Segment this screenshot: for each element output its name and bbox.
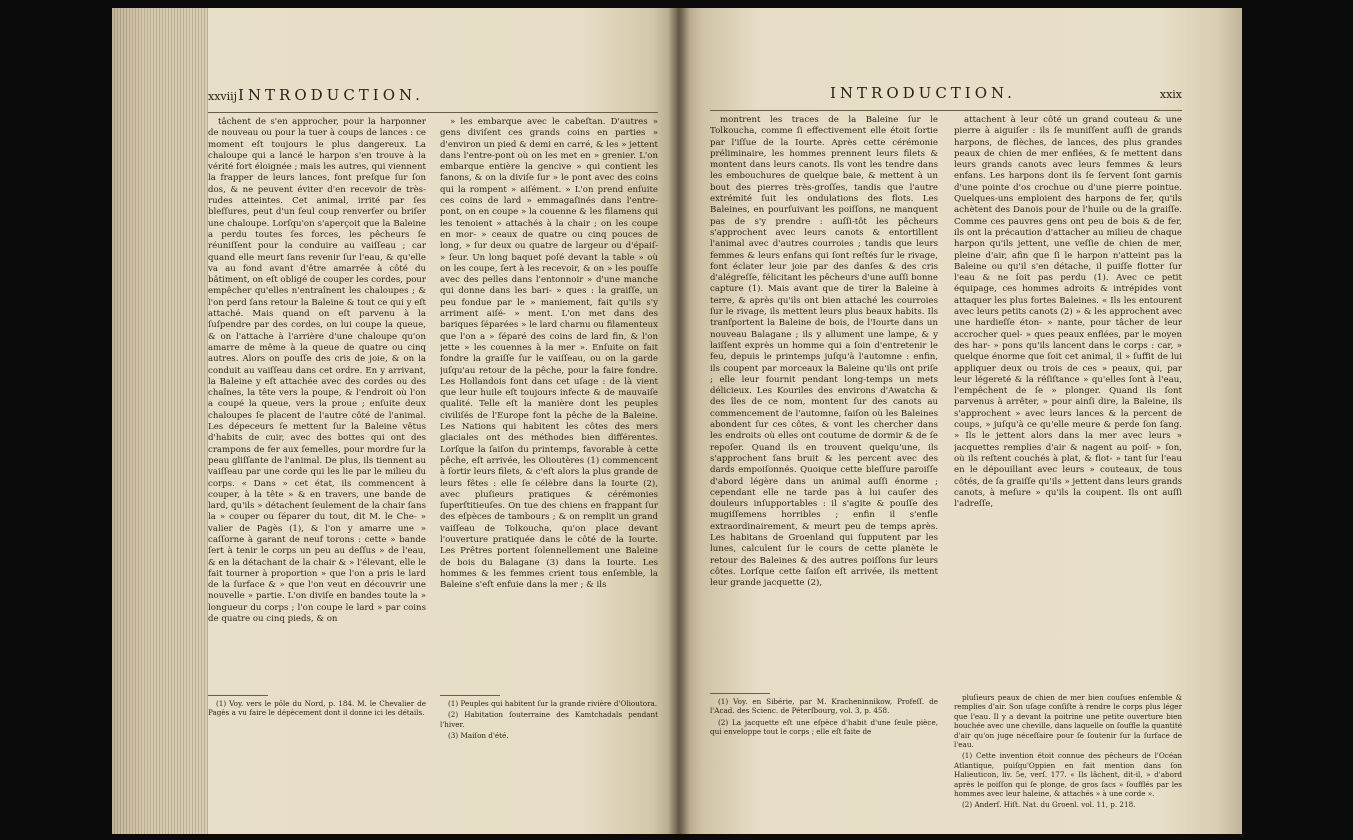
right-page <box>678 8 1242 834</box>
right-footnote: (1) Voy. en Sibérie, par M. Kracheninnikow, Profeſſ. de l'Acad. des Scienc. de Péterſbourg, vol. 3, p. 458. <box>710 697 938 716</box>
left-page-number: xxviij <box>208 90 238 103</box>
right-col1-text: montrent les traces de la Baleine ſur le Tolkoucha, comme ſi effectivement elle étoit ſortie par l'iſſue de la Iourte. Après cette cérémonie préliminaire, les hommes prennent leurs filets & montent dans leurs canots. Ils vont les tendre dans les embouchures de quelque baie, & mettent à un bout des pierres très-groſſes, tandis que l'autre extrémité ſuit les ondulations des flots. Les Baleines, en pourſuivant les poiſſons, ne manquent pas de s'y prendre : auſſi-tôt les pêcheurs s'approchent avec leurs canots & entortillent l'animal avec d'autres courroies ; tandis que leurs femmes & leurs enfans qui ſont reſtés ſur le rivage, font éclater leur joie par des danſes & des cris d'alégreſſe, félicitant les pêcheurs d'une auſſi bonne capture (1). Mais avant que de tirer la Baleine à terre, & après qu'ils ont bien attaché les courroies ſur le rivage, ils mettent leurs plus beaux habits. Ils tranſportent la Baleine de bois, de l'Iourte dans un nouveau Balagane ; ils y allument une lampe, & y laiſſent exprès un homme qui a ſoin d'entretenir le feu, depuis le printemps juſqu'à l'automne : enfin, ils coupent par morceaux la Baleine qu'ils ont priſe ; elle leur fournit pendant long-temps un mets délicieux. Les Kouriles des environs d'Awatcha & des îles de ce nom, montent ſur des canots au commencement de l'automne, ſaiſon où les Baleines abondent ſur ces côtes, & vont les chercher dans les endroits où elles ont coutume de dormir & de ſe repoſer. Quand ils en trouvent quelqu'une, ils s'approchent ſans bruit & les percent avec des dards empoiſonnés. Quoique cette bleſſure paroiſſe d'abord légère dans un animal auſſi énorme ; cependant elle ne tarde pas à lui cauſer des douleurs inſupportables : il s'agite & pouſſe des mugiſſemens horribles ; enfin il s'enfle extraordinairement, & meurt peu de temps après. Les habitans de Groenland qui ſupputent par les lunes, calculent ſur le cours de cette planète le retour des Baleines & des autres poiſſons ſur leurs côtes. Lorſque cette ſaiſon eſt arrivée, ils mettent leur grande jacquette (2), <box>710 115 938 589</box>
right-running-title: INTRODUCTION. <box>830 84 1016 102</box>
right-page-number: xxix <box>1159 88 1182 101</box>
left-footnote: (2) Habitation ſouterraine des Kamtchadals pendant l'hiver. <box>440 710 658 729</box>
right-footnote: (2) La jacquette eſt une eſpèce d'habit d'une ſeule pièce, qui enveloppe tout le corps ; elle eſt faite de <box>710 717 938 737</box>
right-footnote: (2) Anderſ. Hiſt. Nat. du Groenl. vol. 11, p. 218. <box>962 800 1136 810</box>
left-running-head <box>208 86 658 113</box>
right-column-2 <box>954 115 1182 685</box>
right-footnote: pluſieurs peaux de chien de mer bien couſues enſemble & remplies d'air. Son uſage conſiſte à rendre le corps plus léger que l'eau. Il y a devant la poitrine une petite ouverture bien bouchée avec une cheville, dans laquelle on ſouffle la quantité d'air qu'on juge néceſſaire pour ſe ſoutenir ſur la ſurface de l'eau. <box>954 693 1182 750</box>
left-col1-text: tâchent de s'en approcher, pour la harponner de nouveau ou pour la tuer à coups de lances : ce moment eſt toujours le plus dangereux. La chaloupe qui a lancé le harpon s'en trouve à la vérité fort éloignée ; mais les autres, qui viennent la frapper de leurs lances, font preſque ſur ſon dos, & ne peuvent éviter d'en recevoir de très-rudes atteintes. Cet animal, irrité par ſes bleſſures, peut d'un ſeul coup renverſer ou briſer une chaloupe. Lorſqu'on s'aperçoit que la Baleine a perdu toutes ſes forces, les pêcheurs ſe réuniſſent pour la conduire au vaiſſeau ; car quand elle meurt ſans revenir ſur l'eau, & qu'elle va au fond avant d'être amarrée à côté du bâtiment, on eſt obligé de couper les cordes, pour empêcher qu'elles n'entraînent les chaloupes ; & l'on perd ſans retour la Baleine & tout ce qui y eſt attaché. Mais quand on eſt parvenu à la ſuſpendre par des cordes, on lui coupe la queue, & on l'attache à l'arrière d'une chaloupe qu'on amarre de même à la queue de quatre ou cinq autres. Alors on pouſſe des cris de joie, & on la conduit au vaiſſeau dans cet ordre. En y arrivant, la Baleine y eſt attachée avec des cordes ou des chaînes, la tête vers la poupe, & l'endroit où l'on a coupé la queue, vers la proue ; enſuite deux chaloupes ſe placent de l'autre côté de l'animal. Les dépeceurs ſe mettent ſur la Baleine vêtus d'habits de cuir, avec des bottes qui ont des crampons de fer aux ſemelles, pour mordre ſur la peau gliſſante de l'animal. De plus, ils tiennent au vaiſſeau par une corde qui les lie par le milieu du corps. « Dans » cet état, ils commencent à couper, à la tête » & en travers, une bande de lard, qu'ils » détachent ſeulement de la chair ſans la » couper ou ſéparer du tout, dit M. le Che- » valier de Pagès (1), & l'on y amarre une » caſſorne à garant de neuf torons : cette » bande ſert à tenir le corps un peu au deſſus » de l'eau, & en la détachant de la chair & » l'élevant, elle le fait tourner à proportion » que l'on a pris le lard de la ſurface & » que l'on veut en découvrir une nouvelle » partie. L'on diviſe en bandes toute la » longueur du corps ; l'on coupe le lard » par coins de quatre ou cinq pieds, & on <box>208 117 426 625</box>
right-running-head <box>710 84 1182 111</box>
book-gutter <box>668 8 690 834</box>
right-col2-text: attachent à leur côté un grand couteau & une pierre à aiguiſer : ils ſe muniſſent auſſi de grands harpons, de flèches, de lances, des plus grandes peaux de chien de mer enflées, & ſe mettent dans leurs grands canots avec leurs femmes & leurs enfans. Les harpons dont ils ſe ſervent ſont garnis d'une pointe d'os crochue ou d'une pierre pointue. Quelques-uns emploient des harpons de fer, qu'ils achètent des Danois pour de l'huile ou de la graiſſe. Comme ces pauvres gens ont peu de bois & de fer, ils ont la précaution d'attacher au milieu de chaque harpon qu'ils jettent, une veſſie de chien de mer, pleine d'air, afin que ſi le harpon n'atteint pas la Baleine ou qu'il s'en détache, il puiſſe flotter ſur l'eau & ne ſoit pas perdu (1). Avec ce petit équipage, ces hommes adroits & intrépides vont attaquer les plus fortes Baleines. « Ils les entourent avec leurs petits canots (2) » & les approchent avec une hardieſſe éton- » nante, pour tâcher de leur accrocher quel- » ques peaux enflées, par le moyen des har- » pons qu'ils lancent dans le corps : car, » quelque énorme que ſoit cet animal, il » ſuffit de lui appliquer deux ou trois de ces » peaux, qui, par leur légereté & la réſiſtance » qu'elles ſont à l'eau, l'empêchent de ſe » plonger. Quand ils ſont parvenus à arrêter, » pour ainſi dire, la Baleine, ils s'approchent » avec leurs lances & la percent de coups, » juſqu'à ce qu'elle meure & perde ſon ſang. » Ils le jettent alors dans la mer avec leurs » jacquettes remplies d'air & nagent au poiſ- » ſon, où ils reſtent couchés à plat, & flot- » tant ſur l'eau en le dépouillant avec leurs » couteaux, de tous côtés, de ſa graiſſe qu'ils » jettent dans leurs grands canots, à meſure » qu'ils la coupent. Ils ont auſſi l'adreſſe, <box>954 115 1182 510</box>
book-spread <box>112 8 1242 834</box>
right-column-1 <box>710 115 938 685</box>
page-edges <box>112 8 208 834</box>
left-page <box>112 8 680 834</box>
left-footnote: (1) Voy. vers le pôle du Nord, p. 184. M. le Chevalier de Pagès a vu faire le dépècement dont il donne ici les détails. <box>208 699 426 718</box>
left-footnotes <box>208 695 658 743</box>
left-col2-text: » les embarque avec le cabeſtan. D'autres » gens diviſent ces grands coins en parties » d'environ un pied & demi en carré, & les » jettent dans l'entre-pont où on les met en » grenier. L'on embarque entière la gencive » qui contient les fanons, & on la diviſe ſur » le pont avec des coins qui la rompent » aiſément. » L'on prend enſuite ces coins de lard » emmagaſinés dans l'entre-pont, on en coupe » la couenne & les filamens qui les tenoient » attachés à la chair ; on les coupe en mor- » ceaux de quatre ou cinq pouces de long, » ſur deux ou quatre de largeur ou d'épaiſ- » ſeur. Un long baquet poſé devant la table » où on les coupe, ſert à les recevoir, & on » les pouſſe avec des pelles dans l'entonnoir » d'une manche qui donne dans les bari- » ques : la graiſſe, un peu fondue par le » maniement, fait qu'ils s'y arriment aiſé- » ment. L'on met dans des bariques ſéparées » le lard charnu ou filamenteux que l'on a » ſéparé des coins de lard fin, & l'on jette » les couennes à la mer ». Enſuite on fait fondre la graiſſe ſur le vaiſſeau, ou on la garde juſqu'au retour de la pêche, pour la faire fondre. Les Hollandois font dans cet uſage : de là vient que leur huile eſt toujours infecte & de mauvaiſe qualité. Telle eſt la manière dont les peuples civiliſés de l'Europe font la pêche de la Baleine. Les Nations qui habitent les côtes des mers glaciales ont des méthodes bien différentes. Lorſque la ſaiſon du printemps, favorable à cette pêche, eſt arrivée, les Olioutères (1) commencent à ſortir leurs filets, & c'eſt alors la plus grande de leurs fêtes : elle ſe célèbre dans la Iourte (2), avec pluſieurs pratiques & cérémonies ſuperſtitieuſes. On tue des chiens en frappant ſur des eſpèces de tambours ; & on remplit un grand vaiſſeau de Tolkoucha, qu'on place devant l'ouverture pratiquée dans le côté de la Iourte. Les Prêtres portent ſolennellement une Baleine de bois du Balagane (3) dans la Iourte. Les hommes & les femmes crient tous enſemble, la Baleine s'eſt enfuie dans la mer ; & ils <box>440 117 658 591</box>
left-running-title: INTRODUCTION. <box>238 86 424 104</box>
left-footnote: (1) Peuples qui habitent ſur la grande rivière d'Olioutora. <box>448 699 658 708</box>
left-footnote: (3) Maiſon d'été. <box>448 731 509 741</box>
right-footnote: (1) Cette invention étoit connue des pêcheurs de l'Océan Atlantique, puiſqu'Oppien en fait mention dans ſon Halieuticon, liv. 5e, verſ. 177. « Ils lâchent, dit-il, » d'abord après le poiſſon qui ſe plonge, de gros ſacs » ſoufflés par les hommes avec leur haleine, & attachés » à une corde ». <box>954 751 1182 799</box>
left-column-1 <box>208 117 426 687</box>
left-column-2 <box>440 117 658 687</box>
right-footnotes <box>710 693 1182 812</box>
